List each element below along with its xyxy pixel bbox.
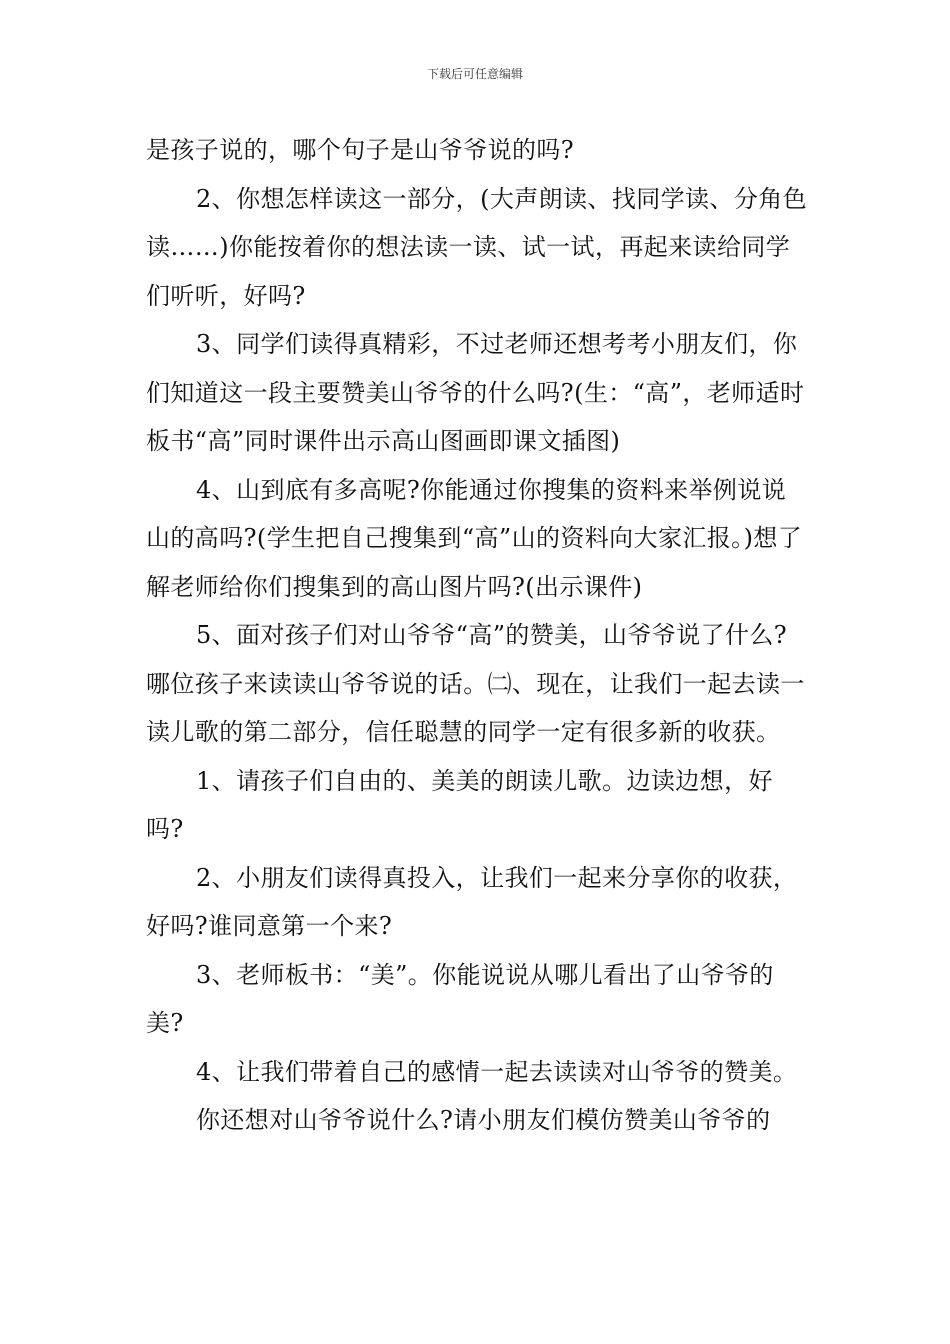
paragraph-item-3-beauty: 3、老师板书：“美”。你能说说从哪儿看出了山爷爷的美? [146, 960, 774, 1037]
paragraph-item-3-praise-high: 3、同学们读得真精彩，不过老师还想考考小朋友们，你们知道这一段主要赞美山爷爷的什么吗?(生：“高”，老师适时板书“高”同时课件出示高山图画即课文插图) [146, 330, 805, 455]
paragraph-closing: 你还想对山爷爷说什么?请小朋友们模仿赞美山爷爷的 [196, 1106, 771, 1134]
paragraph-continuation: 是孩子说的，哪个句子是山爷爷说的吗? [146, 136, 575, 164]
paragraph-item-1-free-reading: 1、请孩子们自由的、美美的朗读儿歌。边读边想，好吗? [146, 766, 773, 843]
page-header: 下载后可任意编辑 [426, 67, 523, 81]
paragraph-item-4-praise: 4、让我们带着自己的感情一起去读读对山爷爷的赞美。 [196, 1057, 798, 1086]
paragraph-item-2-reading: 2、你想怎样读这一部分，(大声朗读、找同学读、分角色读……)你能按着你的想法读一读、试一试，再起来读给同学们听听，好吗? [146, 184, 808, 310]
document-body [146, 126, 810, 1145]
paragraph-item-2-share: 2、小朋友们读得真投入，让我们一起来分享你的收获，好吗?谁同意第一个来? [146, 863, 798, 940]
paragraph-item-4-how-high: 4、山到底有多高呢?你能通过你搜集的资料来举例说说山的高吗?(学生把自己搜集到“高”山的资料向大家汇报。)想了解老师给你们搜集到的高山图片吗?(出示课件) [146, 475, 803, 601]
paragraph-item-5-second-part: 5、面对孩子们对山爷爷“高”的赞美，山爷爷说了什么?哪位孩子来读读山爷爷说的话。㈡、现在，让我们一起去读一读儿歌的第二部分，信任聪慧的同学一定有很多新的收获。 [146, 621, 805, 746]
